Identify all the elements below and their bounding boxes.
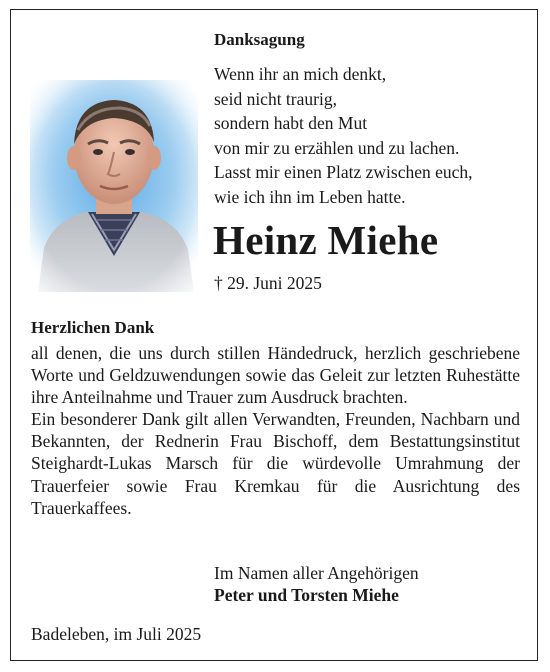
portrait-photo: [30, 80, 198, 292]
deceased-name: Heinz Miehe: [213, 217, 439, 263]
place-date: Badeleben, im Juli 2025: [31, 624, 202, 644]
poem-line: wie ich ihn im Leben hatte.: [214, 186, 406, 207]
poem: [214, 62, 473, 210]
thanks-paragraph: Ein besonderer Dank gilt allen Verwandten, Freunden, Nachbarn und Bekannten, der Rednerin Frau Bischoff, dem Bestattungsinstitut Steighardt-Lukas Marsch für die würdevolle Umrahmung der Trauerfeier sowie Frau Kremkau für die Ausrichtung des Trauerkaffees.: [31, 409, 520, 518]
signature: [214, 562, 419, 606]
poem-line: von mir zu erzählen und zu lachen.: [214, 137, 460, 158]
thanks-body: [31, 342, 520, 519]
poem-line: Wenn ihr an mich denkt,: [214, 64, 387, 84]
thanks-heading: Herzlichen Dank: [31, 318, 155, 337]
poem-line: Lasst mir einen Platz zwischen euch,: [214, 162, 473, 183]
death-date: † 29. Juni 2025: [214, 273, 322, 293]
poem-line: sondern habt den Mut: [214, 113, 368, 134]
portrait-illustration: [30, 80, 198, 292]
thanks-paragraph: all denen, die uns durch stillen Händedruck, herzlich geschriebene Worte und Geldzuwendungen sowie das Geleit zur letzten Ruhestätte ihre Anteilnahme und Trauer zum Ausdruck brachten.: [31, 343, 520, 408]
notice-title: Danksagung: [214, 30, 305, 49]
signature-names: Peter und Torsten Miehe: [214, 585, 399, 605]
signature-line: Im Namen aller Angehörigen: [214, 563, 419, 583]
poem-line: seid nicht traurig,: [214, 88, 337, 109]
